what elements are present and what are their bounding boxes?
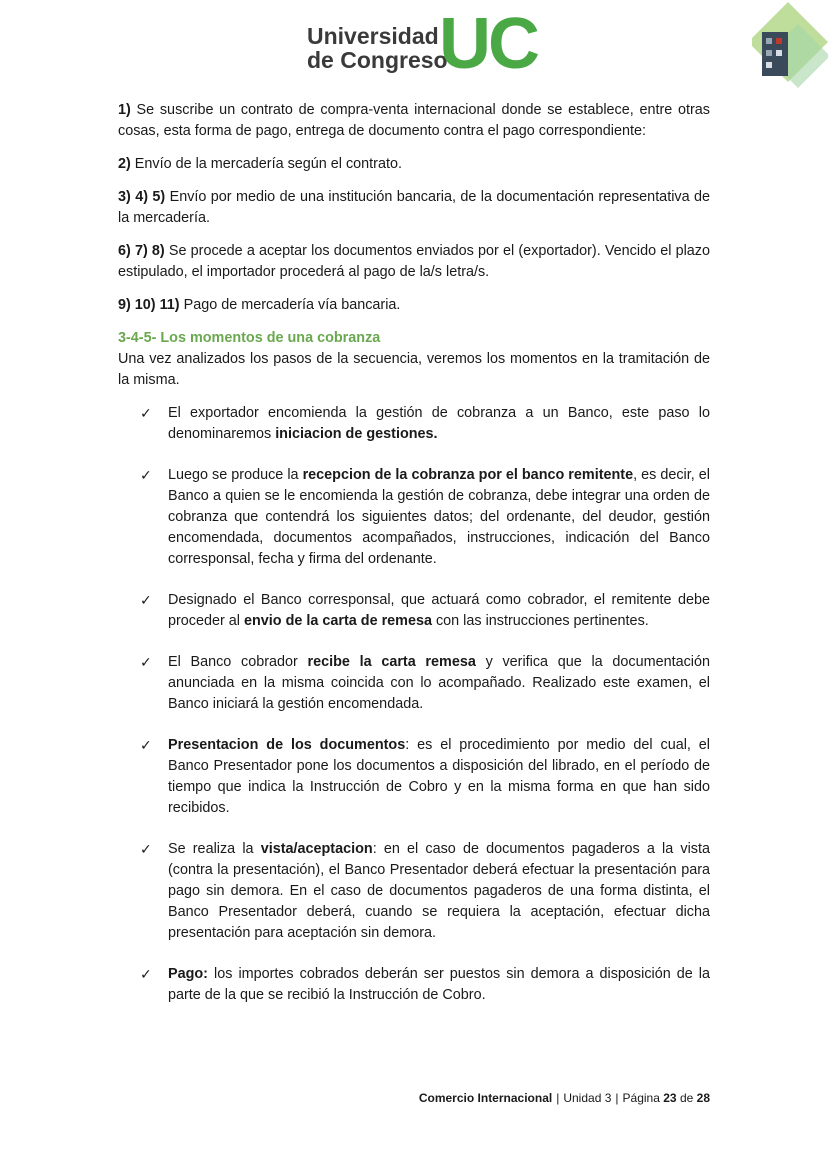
item-text: Luego se produce la [168, 467, 303, 483]
checkmark-icon: ✓ [140, 841, 152, 857]
moments-checklist [118, 403, 710, 1006]
item-text: El exportador encomienda la gestión de cobranza a un Banco, este paso lo denominaremos [168, 405, 710, 442]
step-text: Envío por medio de una institución bancaria, de la documentación representativa de la mercadería. [118, 189, 710, 226]
footer-separator: | [615, 1091, 619, 1105]
page-total: 28 [696, 1091, 710, 1105]
checklist-item [118, 403, 710, 445]
page-number: 23 [663, 1091, 677, 1105]
checkmark-icon: ✓ [140, 737, 152, 753]
item-bold-text: recibe la carta remesa [307, 654, 476, 670]
section-intro: Una vez analizados los pasos de la secuencia, veremos los momentos en la tramitación de la misma. [118, 351, 710, 388]
logo-line-2: de Congreso [307, 47, 448, 73]
item-text: y verifica que la documentación anunciada en la misma coincida con lo acompañado. Realizado este examen, el Banco iniciará la gestión encomendada. [168, 654, 710, 712]
item-text: con las instrucciones pertinentes. [431, 613, 649, 629]
document-body [118, 100, 710, 1026]
checkmark-icon: ✓ [140, 467, 152, 483]
step-number: 3) 4) 5) [118, 189, 166, 205]
page-label: Página [622, 1091, 660, 1105]
item-text: : es el procedimiento por medio del cual, el Banco Presentador pone los documentos a disposición del librado, en el período de tiempo que indica la Instrucción de Cobro y en la misma forma en que han sido recibidos. [168, 737, 710, 816]
step-number: 9) 10) 11) [118, 297, 180, 313]
checkmark-icon: ✓ [140, 966, 152, 982]
step-number: 2) [118, 156, 131, 172]
step-text: Se suscribe un contrato de compra-venta internacional donde se establece, entre otras cosas, esta forma de pago, entrega de documento contra el pago correspondiente: [118, 102, 710, 139]
checkmark-icon: ✓ [140, 654, 152, 670]
checkmark-icon: ✓ [140, 405, 152, 421]
step-paragraph-2 [118, 154, 710, 175]
item-text: Designado el Banco corresponsal, que actuará como cobrador, el remitente debe proceder al [168, 592, 710, 629]
item-bold-text: recepcion de la cobranza por el banco remitente [302, 467, 634, 483]
logo-uc-mark: UC [439, 4, 537, 84]
checklist-item [118, 964, 710, 1006]
item-bold-text: iniciacion de gestiones. [275, 426, 438, 442]
checklist-item [118, 465, 710, 570]
step-paragraph-4 [118, 241, 710, 283]
item-text: : en el caso de documentos pagaderos a la vista (contra la presentación), el Banco Presentador deberá efectuar la presentación para pago sin demora. En el caso de documentos pagaderos de una forma distinta, el Banco Presentador deberá, cuando se requiera la aceptación, efectuar dicha presentación para aceptación sin demora. [168, 841, 710, 941]
logo-wordmark [307, 24, 448, 72]
checkmark-icon: ✓ [140, 592, 152, 608]
section-heading: 3-4-5- Los momentos de una cobranza [118, 330, 381, 346]
of-label: de [679, 1091, 694, 1105]
checklist-item [118, 839, 710, 944]
step-text: Pago de mercadería vía bancaria. [183, 297, 401, 313]
item-text: El Banco cobrador [168, 654, 308, 670]
item-text: Se realiza la [168, 841, 261, 857]
item-text: , es decir, el Banco a quien se le encomienda la gestión de cobranza, debe integrar una orden de cobranza que contendrá los siguientes datos; del ordenante, del deudor, gestión encomendada, documentos acompañados, instrucciones, indicación del Banco corresponsal, fecha y firma del ordenante. [168, 467, 710, 567]
step-text: Envío de la mercadería según el contrato. [134, 156, 402, 172]
decorative-diamond-icon [752, 2, 828, 98]
item-bold-text: vista/aceptacion [260, 841, 373, 857]
logo-line-1: Universidad [307, 23, 439, 49]
item-bold-text: Presentacion de los documentos [168, 737, 406, 753]
step-paragraph-1 [118, 100, 710, 142]
checklist-item [118, 590, 710, 632]
step-text: Se procede a aceptar los documentos enviados por el (exportador). Vencido el plazo estipulado, el importador procederá al pago de la/s letra/s. [118, 243, 711, 280]
step-number: 1) [118, 102, 131, 118]
step-paragraph-3 [118, 187, 710, 229]
course-name: Comercio Internacional [418, 1091, 553, 1105]
step-number: 6) 7) 8) [118, 243, 165, 259]
page-footer [300, 1088, 710, 1109]
checklist-item [118, 652, 710, 715]
page-header [0, 0, 828, 100]
item-bold-text: envio de la carta de remesa [244, 613, 432, 629]
step-paragraph-5 [118, 295, 710, 316]
item-text: los importes cobrados deberán ser puestos sin demora a disposición de la parte de la que se recibió la Instrucción de Cobro. [168, 966, 710, 1003]
footer-separator: | [556, 1091, 560, 1105]
checklist-item [118, 735, 710, 819]
item-bold-text: Pago: [168, 966, 208, 982]
unit-label: Unidad 3 [563, 1091, 612, 1105]
